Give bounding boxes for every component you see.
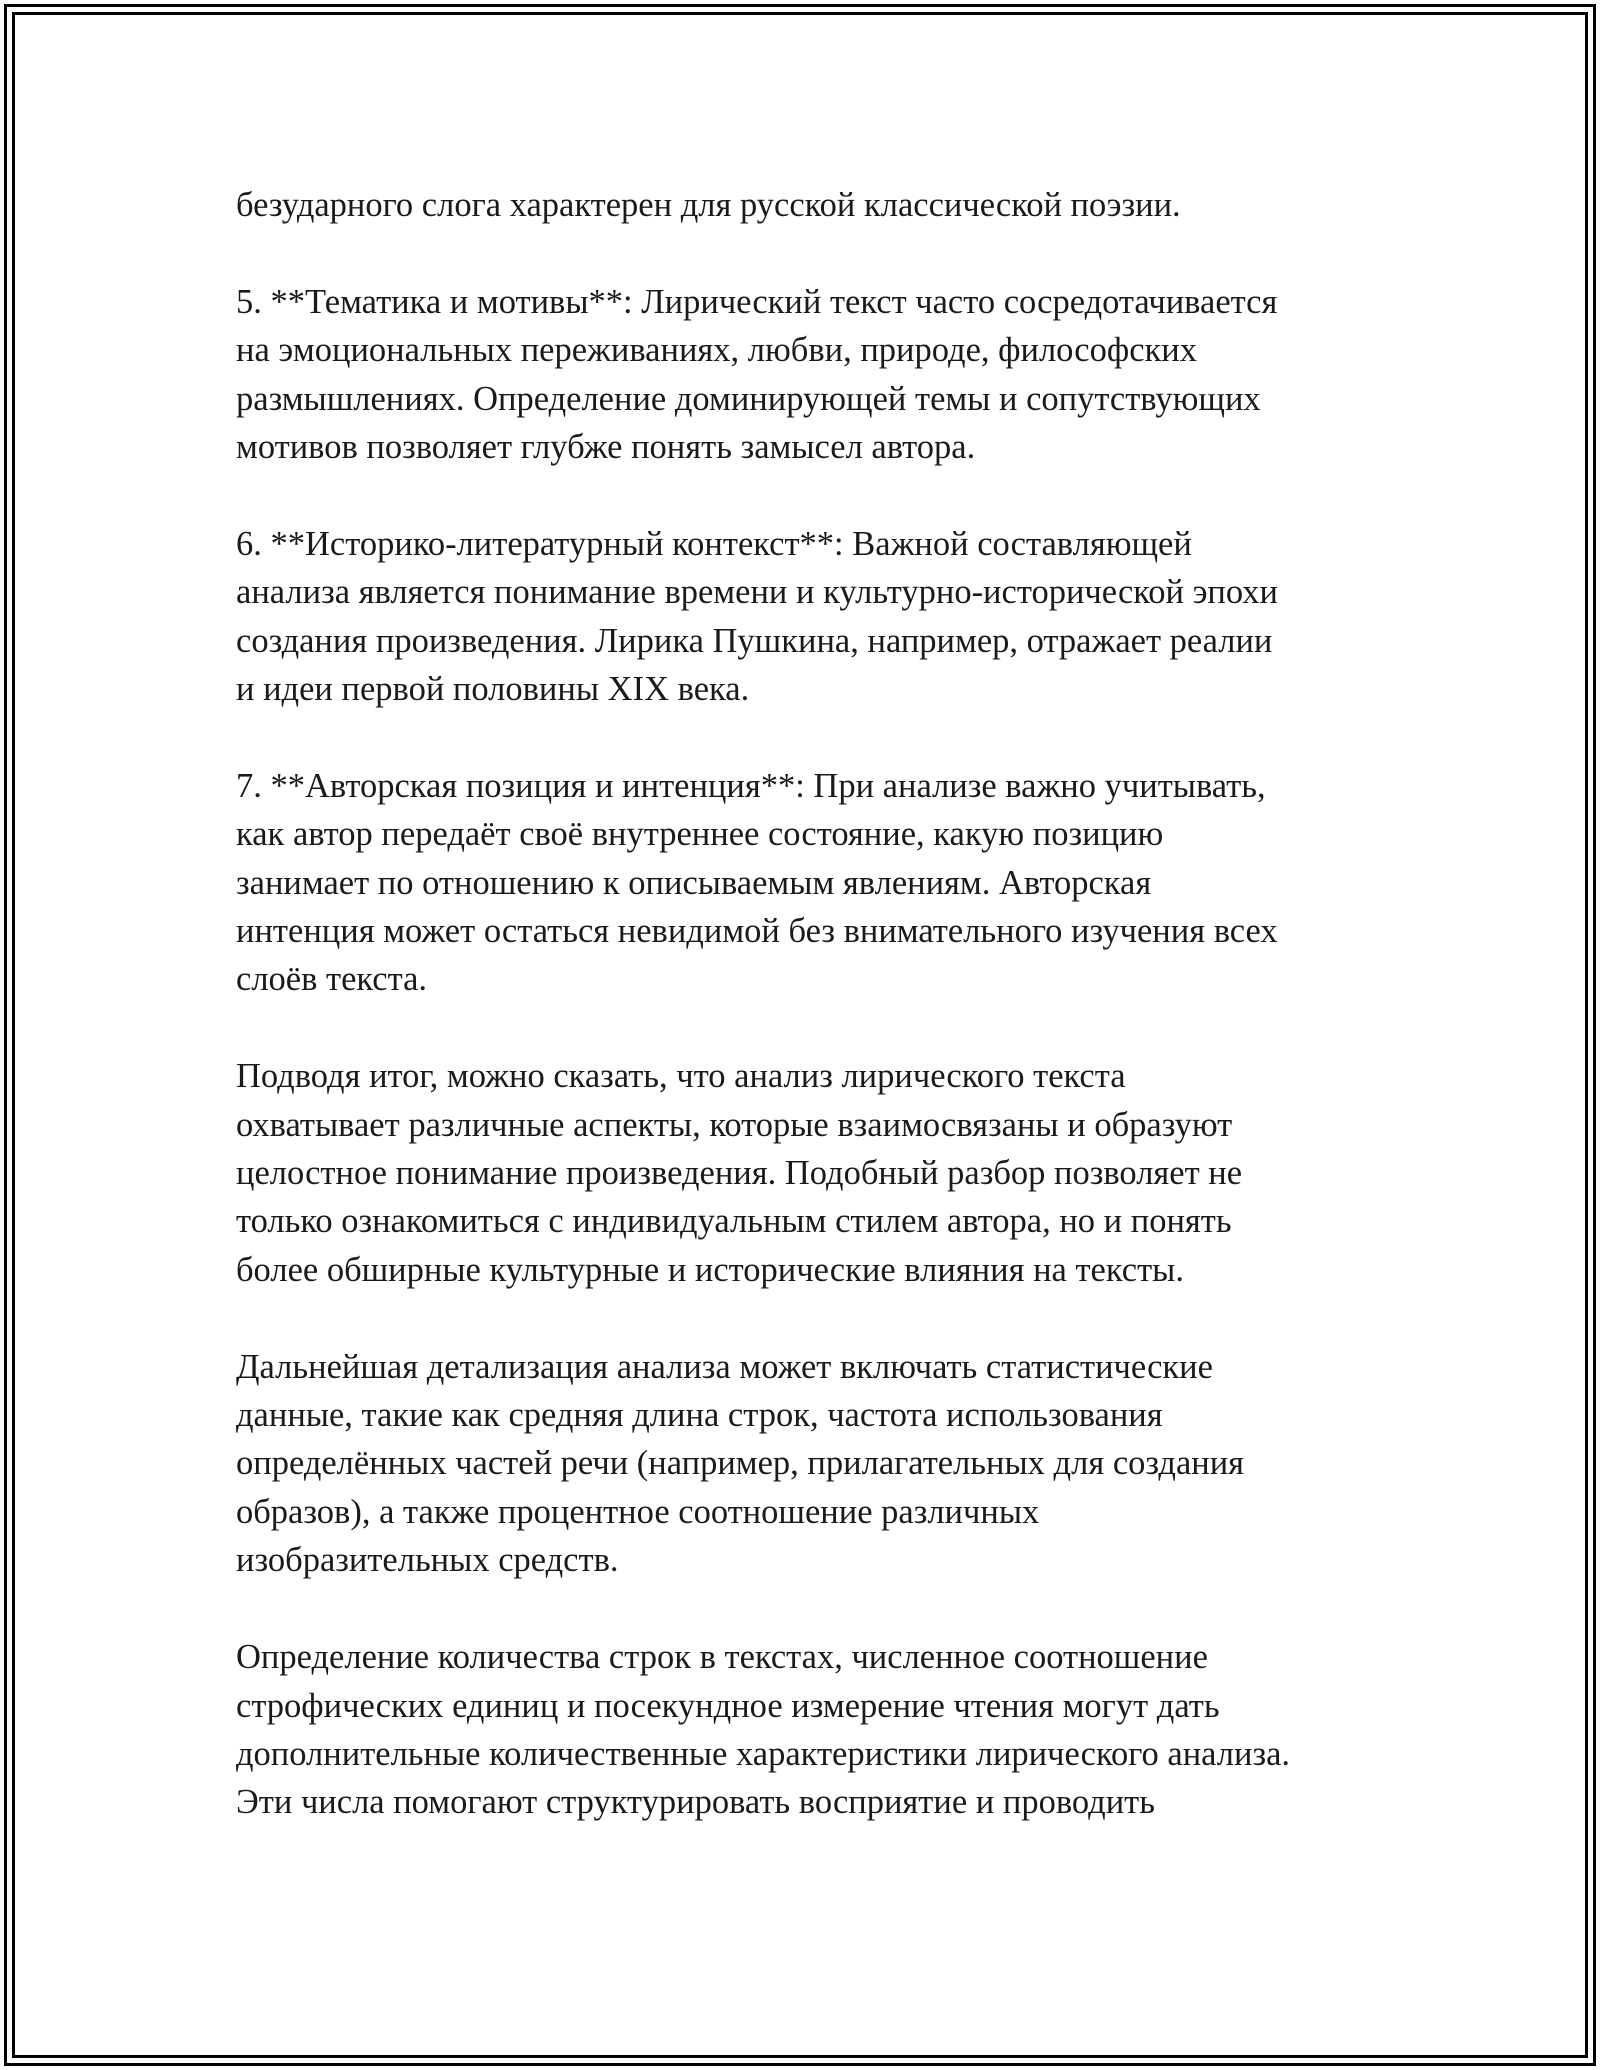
text-line: Подводя итог, можно сказать, что анализ лирического текста <box>236 1057 1126 1096</box>
text-line: определённых частей речи (например, прилагательных для создания <box>236 1444 1245 1483</box>
text-line: Эти числа помогают структурировать восприятие и проводить <box>236 1783 1155 1822</box>
text-line: и идеи первой половины XIX века. <box>236 670 750 709</box>
text-line: 6. **Историко-литературный контекст**: Важной составляющей <box>236 524 1192 563</box>
text-line: охватывает различные аспекты, которые взаимосвязаны и образуют <box>236 1105 1233 1144</box>
text-line: безударного слога характерен для русской классической поэзии. <box>236 186 1181 224</box>
text-line: интенция может остаться невидимой без внимательного изучения всех <box>236 912 1278 951</box>
paragraph <box>236 1343 1376 1585</box>
text-line: Дальнейшая детализация анализа может включать статистические <box>236 1347 1213 1386</box>
text-line: изобразительных средств. <box>236 1541 619 1580</box>
text-line: строфических единиц и посекундное измерение чтения могут дать <box>236 1686 1220 1725</box>
paragraph <box>236 278 1376 472</box>
paragraph <box>236 520 1376 714</box>
text-line: целостное понимание произведения. Подобный разбор позволяет не <box>236 1154 1243 1193</box>
text-line: на эмоциональных переживаниях, любви, природе, философских <box>236 331 1197 370</box>
text-line: занимает по отношению к описываемым явлениям. Авторская <box>236 863 1152 902</box>
text-line: образов), а также процентное соотношение различных <box>236 1492 1040 1531</box>
text-line: Определение количества строк в текстах, численное соотношение <box>236 1638 1208 1677</box>
text-line: слоёв текста. <box>236 960 428 999</box>
text-line: как автор передаёт своё внутреннее состояние, какую позицию <box>236 815 1164 854</box>
paragraph <box>236 181 1376 229</box>
text-line: только ознакомиться с индивидуальным стилем автора, но и понять <box>236 1202 1232 1241</box>
text-line: создания произведения. Лирика Пушкина, например, отражает реалии <box>236 621 1273 660</box>
paragraph <box>236 1052 1376 1294</box>
document-body <box>236 181 1376 1875</box>
text-line: анализа является понимание времени и культурно-исторической эпохи <box>236 573 1278 612</box>
paragraph <box>236 1633 1376 1827</box>
text-line: более обширные культурные и исторические влияния на тексты. <box>236 1250 1184 1289</box>
paragraph <box>236 762 1376 1004</box>
text-line: данные, такие как средняя длина строк, частота использования <box>236 1396 1163 1435</box>
text-line: дополнительные количественные характеристики лирического анализа. <box>236 1734 1291 1773</box>
text-line: мотивов позволяет глубже понять замысел автора. <box>236 428 976 467</box>
text-line: 5. **Тематика и мотивы**: Лирический текст часто сосредотачивается <box>236 282 1278 321</box>
text-line: размышлениях. Определение доминирующей темы и сопутствующих <box>236 379 1261 418</box>
text-line: 7. **Авторская позиция и интенция**: При анализе важно учитывать, <box>236 766 1266 805</box>
